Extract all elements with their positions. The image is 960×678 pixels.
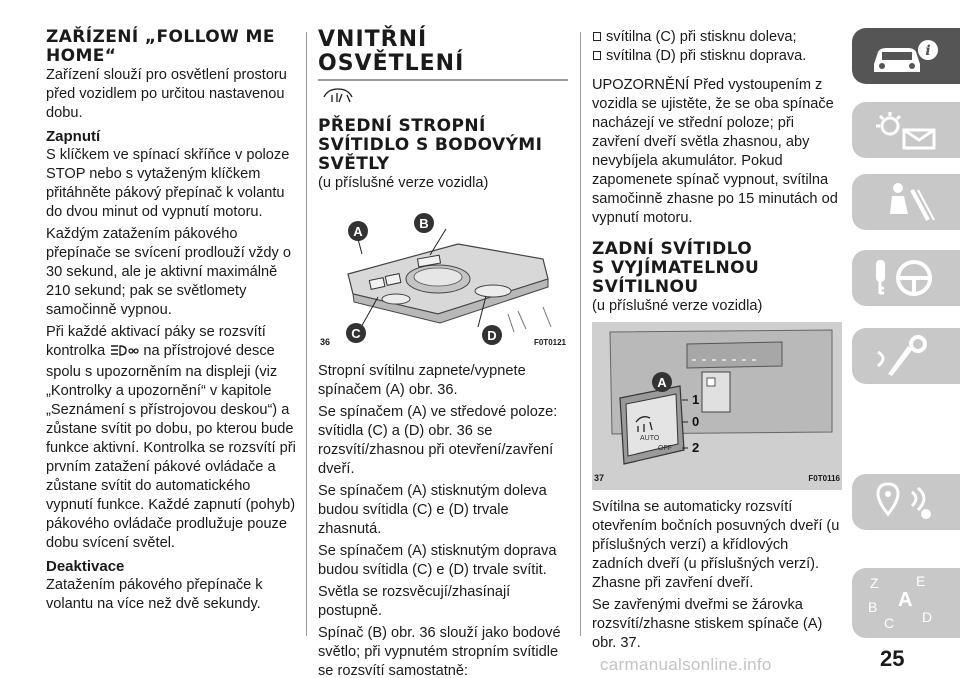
svg-text:i: i — [925, 43, 931, 59]
page-number: 25 — [880, 646, 905, 671]
paragraph: Spínač (B) obr. 36 slouží jako bodové světlo; při vypnutém stropním svítidle se rozsvítí samostatně: — [318, 625, 561, 678]
ceiling-light-illustration — [318, 199, 568, 354]
heading-deaktivace: Deaktivace — [46, 558, 125, 575]
list-item-text: svítilna (D) při stisknu doprava. — [606, 48, 807, 64]
list-item-text: svítilna (C) při stisknu doleva; — [606, 29, 797, 45]
car-info-icon — [868, 34, 944, 78]
switch-label-off: OFF — [658, 445, 672, 452]
index-letter: C — [884, 615, 895, 631]
seat-airbag-icon — [868, 180, 944, 224]
key-steering-icon — [868, 256, 944, 300]
paragraph: Svítilna se automaticky rozsvítí otevřením bočních posuvných dveří (u příslušných verzí) a křídlových zadních dveří (u příslušných verzí). Zhasne při zavření dveří. — [592, 499, 840, 591]
list-item — [592, 47, 842, 66]
figure-number: 37 — [594, 473, 605, 483]
paragraph: S klíčkem ve spínací skříňce v poloze STOP nebo s vytaženým klíčkem přitáhněte pákový přepínač k volantu do dvou minut od vypnutí motoru. — [46, 147, 290, 220]
watermark: carmanualsonline.info — [600, 655, 772, 674]
subsection-title-front-ceiling-light — [318, 117, 568, 174]
index-az-icon — [864, 572, 944, 632]
title-underline — [318, 79, 568, 81]
figure-code: F0T0116 — [808, 474, 840, 483]
bullet-square-icon — [593, 51, 601, 60]
column-interior-lighting — [318, 28, 568, 678]
column-divider — [306, 32, 307, 636]
index-letter: B — [868, 599, 878, 615]
paragraph-with-icon — [46, 323, 296, 553]
column-divider — [580, 32, 581, 636]
title-line: HOME“ — [46, 46, 117, 66]
figure-code: F0T0121 — [533, 338, 566, 347]
callout-label: B — [419, 216, 429, 231]
callout-label: D — [487, 328, 497, 343]
paragraph: Se zavřenými dveřmi se žárovka rozsvítí/zhasne stiskem spínače (A) obr. 37. — [592, 597, 823, 651]
title-line: SVÍTIDLO S BODOVÝMI — [318, 135, 543, 155]
tab-index[interactable] — [852, 568, 960, 638]
section-title-follow-me-home — [46, 28, 296, 66]
title-line: SVĚTLY — [318, 154, 390, 174]
chapter-tabs — [852, 28, 960, 648]
switch-label-auto: AUTO — [640, 435, 660, 442]
section-title-interior-lighting: VNITŘNÍ OSVĚTLENÍ — [318, 27, 465, 76]
figure-number: 36 — [320, 337, 331, 347]
position-label: 2 — [692, 440, 700, 455]
subsection-title-rear-light — [592, 240, 842, 297]
navigation-media-icon — [868, 480, 944, 524]
tab-car-info[interactable] — [852, 28, 960, 84]
column-follow-me-home — [46, 28, 296, 617]
paragraph-text: na přístrojové desce spolu s upozorněním na displeji (viz „Kontrolky a upozornění“ v kapitole „Seznámení s přístrojovou deskou“) a zůstane svítit po dobu, po kterou bude funkce aktivní. Kontrolka se rozsvítí při prvním zatažení pákové ovládače a zůstane svítit do automatického vypnutí funkce. Každé zapnutí (pohyb) pákového ovládače prodlužuje pouze dobu svícení světel. — [46, 343, 296, 551]
bullet-square-icon — [593, 32, 601, 41]
index-letter: Z — [870, 575, 879, 591]
index-letter: E — [916, 573, 926, 589]
tab-starting-driving[interactable] — [852, 250, 960, 306]
version-note: (u příslušné verze vozidla) — [592, 298, 763, 314]
position-label: 1 — [692, 392, 700, 407]
paragraph: Se spínačem (A) ve středové poloze: svítidla (C) a (D) obr. 36 se rozsvítí/zhasnou při otevření/zavření dveří. — [318, 404, 558, 477]
paragraph: Stropní svítilnu zapnete/vypnete spínačem (A) obr. 36. — [318, 363, 526, 398]
tools-icon — [868, 334, 944, 378]
paragraph: Světla se rozsvěcují/zhasínají postupně. — [318, 584, 511, 619]
paragraph: Se spínačem (A) stisknutým doleva budou svítidla (C) e (D) trvale zhasnutá. — [318, 483, 547, 537]
index-letter: A — [898, 589, 913, 611]
tab-multimedia[interactable] — [852, 474, 960, 530]
callout-label: A — [353, 224, 363, 239]
title-line: S VYJÍMATELNOU — [592, 258, 760, 278]
callout-label: C — [351, 326, 361, 341]
heading-zapnuti: Zapnutí — [46, 128, 101, 145]
follow-me-warning-light-icon — [109, 344, 139, 363]
paragraph: Zatažením pákového přepínače k volantu na více než dvě sekundy. — [46, 577, 263, 612]
title-line: PŘEDNÍ STROPNÍ — [318, 116, 486, 136]
paragraph: Se spínačem (A) stisknutým doprava budou svítidla (C) e (D) trvale svítit. — [318, 543, 557, 578]
paragraph: Každým zatažením pákového přepínače se svícení prodlouží vždy o 30 sekund, ale je aktivní maximálně 210 sekund; pak se světlomety samočinně vypnou. — [46, 226, 291, 318]
column-rear-light — [592, 28, 842, 656]
version-note: (u příslušné verze vozidla) — [318, 175, 489, 191]
figure-37 — [592, 322, 842, 490]
title-line: ZAŘÍZENÍ „FOLLOW ME — [46, 27, 275, 47]
rear-light-illustration — [592, 322, 842, 490]
interior-light-symbol-icon — [322, 87, 568, 111]
figure-36 — [318, 199, 568, 354]
callout-label: A — [657, 375, 667, 390]
intro-paragraph: Zařízení slouží pro osvětlení prostoru před vozidlem po určitou nastavenou dobu. — [46, 67, 287, 121]
warning-lights-icon — [868, 108, 944, 152]
tab-emergency[interactable] — [852, 328, 960, 384]
warning-paragraph: UPOZORNĚNÍ Před vystoupením z vozidla se ujistěte, že se oba spínače nacházejí ve střední poloze; při zavření dveří světla zhasnou, aby nevybíjela akumulátor. Pokud zapomenete spínač vypnout, svítilna samočinně zhasne po 15 minutách od vypnutí motoru. — [592, 77, 838, 226]
tab-safety[interactable] — [852, 174, 960, 230]
index-letter: D — [922, 609, 933, 625]
position-label: 0 — [692, 414, 700, 429]
paragraph-text: Při každé aktivací páky se rozsvítí kontrolka — [46, 324, 266, 359]
list-item — [592, 28, 842, 47]
tab-warning-lights[interactable] — [852, 102, 960, 158]
title-line: ZADNÍ SVÍTIDLO — [592, 239, 753, 259]
title-line: SVÍTILNOU — [592, 277, 699, 297]
